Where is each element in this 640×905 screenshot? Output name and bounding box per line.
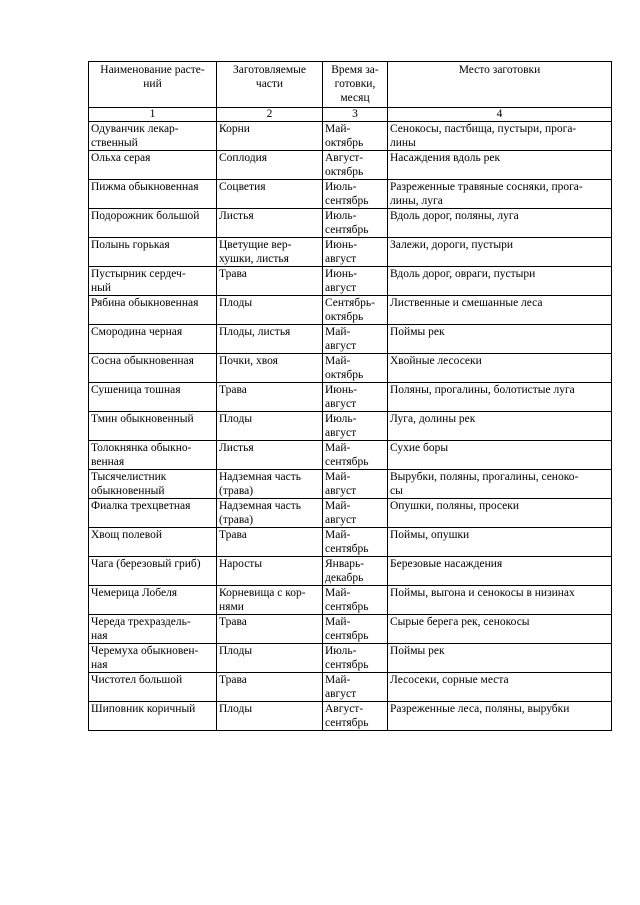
table-row: [89, 383, 612, 412]
cell-harvest-place: Вдоль дорог, овраги, пустыри: [388, 267, 612, 296]
cell-harvested-parts: Плоды: [217, 296, 323, 325]
cell-plant-name: Чистотел большой: [89, 673, 217, 702]
cell-harvest-time: Июнь- август: [323, 238, 388, 267]
header-harvest-time: Время за- готовки, месяц: [323, 62, 388, 108]
cell-harvested-parts: Плоды: [217, 412, 323, 441]
cell-harvested-parts: Надземная часть (трава): [217, 499, 323, 528]
cell-harvest-time: Июль- август: [323, 412, 388, 441]
table-row: [89, 354, 612, 383]
cell-harvest-time: Июль- сентябрь: [323, 644, 388, 673]
table-row: [89, 615, 612, 644]
cell-harvest-time: Сентябрь- октябрь: [323, 296, 388, 325]
cell-plant-name: Черемуха обыкновен- ная: [89, 644, 217, 673]
harvest-table: [88, 61, 612, 731]
cell-harvest-time: Август- октябрь: [323, 151, 388, 180]
cell-harvested-parts: Соплодия: [217, 151, 323, 180]
table-row: [89, 238, 612, 267]
cell-plant-name: Тмин обыкновенный: [89, 412, 217, 441]
cell-harvest-place: Разреженные травяные сосняки, прога- лины, луга: [388, 180, 612, 209]
cell-harvest-place: Луга, долины рек: [388, 412, 612, 441]
cell-plant-name: Фиалка трехцветная: [89, 499, 217, 528]
cell-harvest-place: Лесосеки, сорные места: [388, 673, 612, 702]
cell-harvested-parts: Трава: [217, 615, 323, 644]
cell-plant-name: Толокнянка обыкно- венная: [89, 441, 217, 470]
cell-plant-name: Одуванчик лекар- ственный: [89, 122, 217, 151]
table-row: [89, 267, 612, 296]
cell-harvest-place: Вдоль дорог, поляны, луга: [388, 209, 612, 238]
cell-harvest-place: Сырые берега рек, сенокосы: [388, 615, 612, 644]
column-number: 4: [388, 108, 612, 122]
cell-plant-name: Полынь горькая: [89, 238, 217, 267]
table-row: [89, 122, 612, 151]
cell-harvest-place: Поймы рек: [388, 325, 612, 354]
header-harvest-place: Место заготовки: [388, 62, 612, 108]
table-row: [89, 441, 612, 470]
cell-harvest-place: Вырубки, поляны, прогалины, сеноко- сы: [388, 470, 612, 499]
cell-harvested-parts: Плоды: [217, 644, 323, 673]
table-body: [89, 122, 612, 731]
cell-harvest-place: Разреженные леса, поляны, вырубки: [388, 702, 612, 731]
cell-plant-name: Сосна обыкновенная: [89, 354, 217, 383]
cell-harvested-parts: Трава: [217, 673, 323, 702]
cell-harvested-parts: Цветущие вер- хушки, листья: [217, 238, 323, 267]
table-row: [89, 209, 612, 238]
cell-harvest-time: Июнь- август: [323, 383, 388, 412]
header-plant-name: Наименование расте- ний: [89, 62, 217, 108]
cell-harvest-place: Насаждения вдоль рек: [388, 151, 612, 180]
header-harvested-parts: Заготовляемые части: [217, 62, 323, 108]
cell-harvest-place: Поймы, выгона и сенокосы в низинах: [388, 586, 612, 615]
cell-harvested-parts: Наросты: [217, 557, 323, 586]
cell-plant-name: Чага (березовый гриб): [89, 557, 217, 586]
table-header-row: [89, 62, 612, 108]
cell-harvest-time: Июль- сентябрь: [323, 209, 388, 238]
cell-harvest-time: Май- сентябрь: [323, 615, 388, 644]
cell-harvest-time: Июнь- август: [323, 267, 388, 296]
cell-plant-name: Пижма обыкновенная: [89, 180, 217, 209]
table-row: [89, 325, 612, 354]
cell-harvest-place: Поляны, прогалины, болотистые луга: [388, 383, 612, 412]
table-row: [89, 180, 612, 209]
cell-harvest-time: Август- сентябрь: [323, 702, 388, 731]
cell-harvest-place: Сухие боры: [388, 441, 612, 470]
cell-harvest-time: Январь- декабрь: [323, 557, 388, 586]
cell-harvested-parts: Надземная часть (трава): [217, 470, 323, 499]
cell-plant-name: Ольха серая: [89, 151, 217, 180]
cell-plant-name: Чемерица Лобеля: [89, 586, 217, 615]
cell-harvest-place: Лиственные и смешанные леса: [388, 296, 612, 325]
table-row: [89, 586, 612, 615]
column-number-row: [89, 108, 612, 122]
cell-harvested-parts: Листья: [217, 441, 323, 470]
cell-harvest-place: Сенокосы, пастбища, пустыри, прога- лины: [388, 122, 612, 151]
cell-harvest-time: Май- август: [323, 499, 388, 528]
cell-plant-name: Подорожник большой: [89, 209, 217, 238]
table-row: [89, 673, 612, 702]
cell-harvested-parts: Корневища с кор- нями: [217, 586, 323, 615]
cell-plant-name: Пустырник сердеч- ный: [89, 267, 217, 296]
cell-harvest-place: Поймы, опушки: [388, 528, 612, 557]
cell-harvested-parts: Корни: [217, 122, 323, 151]
table-row: [89, 499, 612, 528]
cell-harvest-place: Поймы рек: [388, 644, 612, 673]
table-row: [89, 528, 612, 557]
cell-plant-name: Смородина черная: [89, 325, 217, 354]
cell-harvested-parts: Плоды: [217, 702, 323, 731]
cell-plant-name: Хвощ полевой: [89, 528, 217, 557]
table-row: [89, 644, 612, 673]
cell-harvest-time: Май- август: [323, 325, 388, 354]
cell-plant-name: Сушеница тошная: [89, 383, 217, 412]
cell-harvest-time: Май- сентябрь: [323, 528, 388, 557]
cell-harvested-parts: Листья: [217, 209, 323, 238]
cell-harvested-parts: Трава: [217, 267, 323, 296]
cell-harvest-time: Июль- сентябрь: [323, 180, 388, 209]
table-row: [89, 151, 612, 180]
table-row: [89, 470, 612, 499]
cell-harvest-place: Березовые насаждения: [388, 557, 612, 586]
table-row: [89, 557, 612, 586]
cell-harvested-parts: Соцветия: [217, 180, 323, 209]
cell-harvest-time: Май- сентябрь: [323, 586, 388, 615]
cell-harvested-parts: Плоды, листья: [217, 325, 323, 354]
table-row: [89, 296, 612, 325]
cell-harvest-time: Май- октябрь: [323, 122, 388, 151]
cell-harvest-place: Хвойные лесосеки: [388, 354, 612, 383]
cell-harvest-time: Май- август: [323, 470, 388, 499]
column-number: 2: [217, 108, 323, 122]
cell-plant-name: Череда трехраздель- ная: [89, 615, 217, 644]
cell-harvested-parts: Трава: [217, 528, 323, 557]
cell-plant-name: Тысячелистник обыкновенный: [89, 470, 217, 499]
column-number: 3: [323, 108, 388, 122]
cell-harvest-time: Май- октябрь: [323, 354, 388, 383]
column-number: 1: [89, 108, 217, 122]
cell-harvest-time: Май- сентябрь: [323, 441, 388, 470]
table-row: [89, 412, 612, 441]
cell-plant-name: Рябина обыкновенная: [89, 296, 217, 325]
cell-harvested-parts: Трава: [217, 383, 323, 412]
cell-harvest-place: Опушки, поляны, просеки: [388, 499, 612, 528]
cell-harvested-parts: Почки, хвоя: [217, 354, 323, 383]
table-row: [89, 702, 612, 731]
cell-harvest-time: Май- август: [323, 673, 388, 702]
cell-plant-name: Шиповник коричный: [89, 702, 217, 731]
cell-harvest-place: Залежи, дороги, пустыри: [388, 238, 612, 267]
